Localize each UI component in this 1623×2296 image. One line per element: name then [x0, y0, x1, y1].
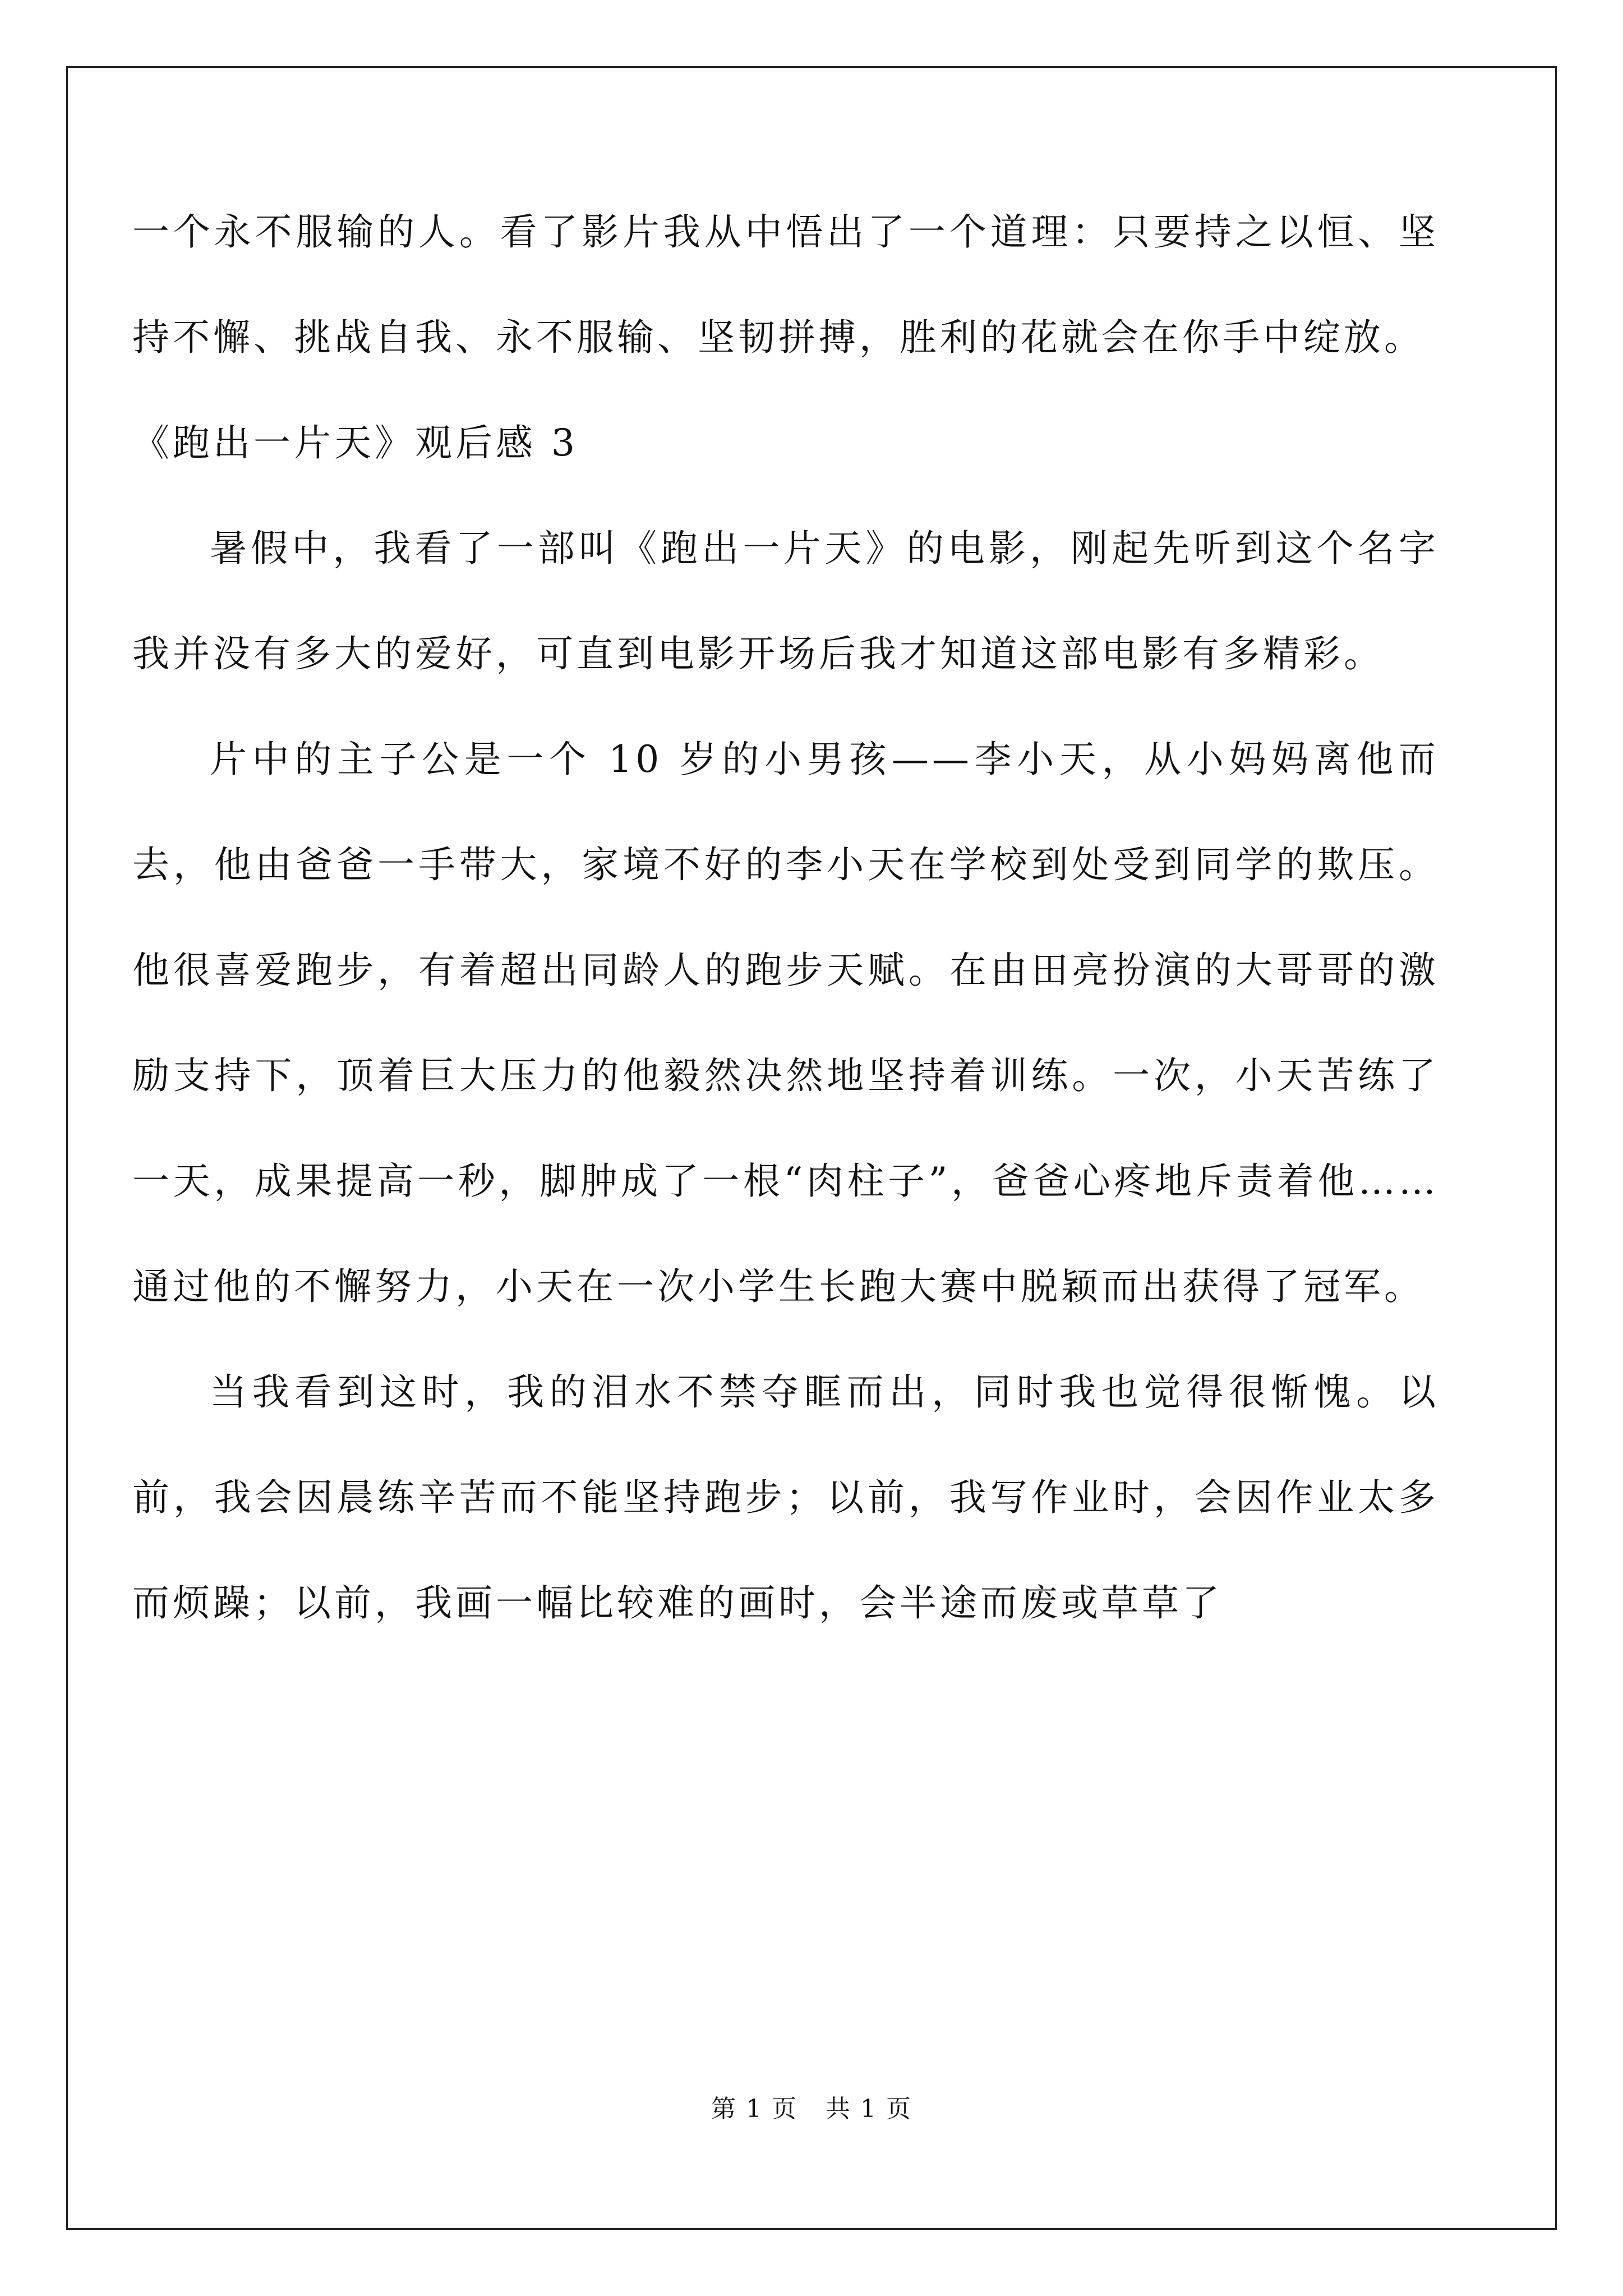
page-total: 共 1 页: [826, 2095, 912, 2123]
paragraph-reflection: 当我看到这时，我的泪水不禁夺眶而出，同时我也觉得很惭愧。以前，我会因晨练辛苦而不能坚持跑步；以前，我写作业时，会因作业太多而烦躁；以前，我画一幅比较难的画时，会半途而废或草草了: [132, 1370, 1439, 1625]
document-body: [132, 180, 1439, 1656]
paragraph-continued: 一个永不服输的人。看了影片我从中悟出了一个道理：只要持之以恒、坚持不懈、挑战自我、永不服输、坚韧拼搏，胜利的花就会在你手中绽放。: [132, 210, 1439, 359]
page-number: 第 1 页: [711, 2095, 797, 2123]
section-title: 《跑出一片天》观后感 3: [132, 421, 578, 464]
paragraph-plot: 片中的主子公是一个 10 岁的小男孩——李小天，从小妈妈离他而去，他由爸爸一手带大，家境不好的李小天在学校到处受到同学的欺压。他很喜爱跑步，有着超出同龄人的跑步天赋。在由田亮扮演的大哥哥的激励支持下，顶着巨大压力的他毅然决然地坚持着训练。一次，小天苦练了一天，成果提高一秒，脚肿成了一根“肉柱子”，爸爸心疼地斥责着他……通过他的不懈努力，小天在一次小学生长跑大赛中脱颖而出获得了冠军。: [132, 738, 1439, 1308]
paragraph-intro: 暑假中，我看了一部叫《跑出一片天》的电影，刚起先听到这个名字我并没有多大的爱好，可直到电影开场后我才知道这部电影有多精彩。: [132, 527, 1439, 675]
page-footer: [0, 2092, 1623, 2126]
